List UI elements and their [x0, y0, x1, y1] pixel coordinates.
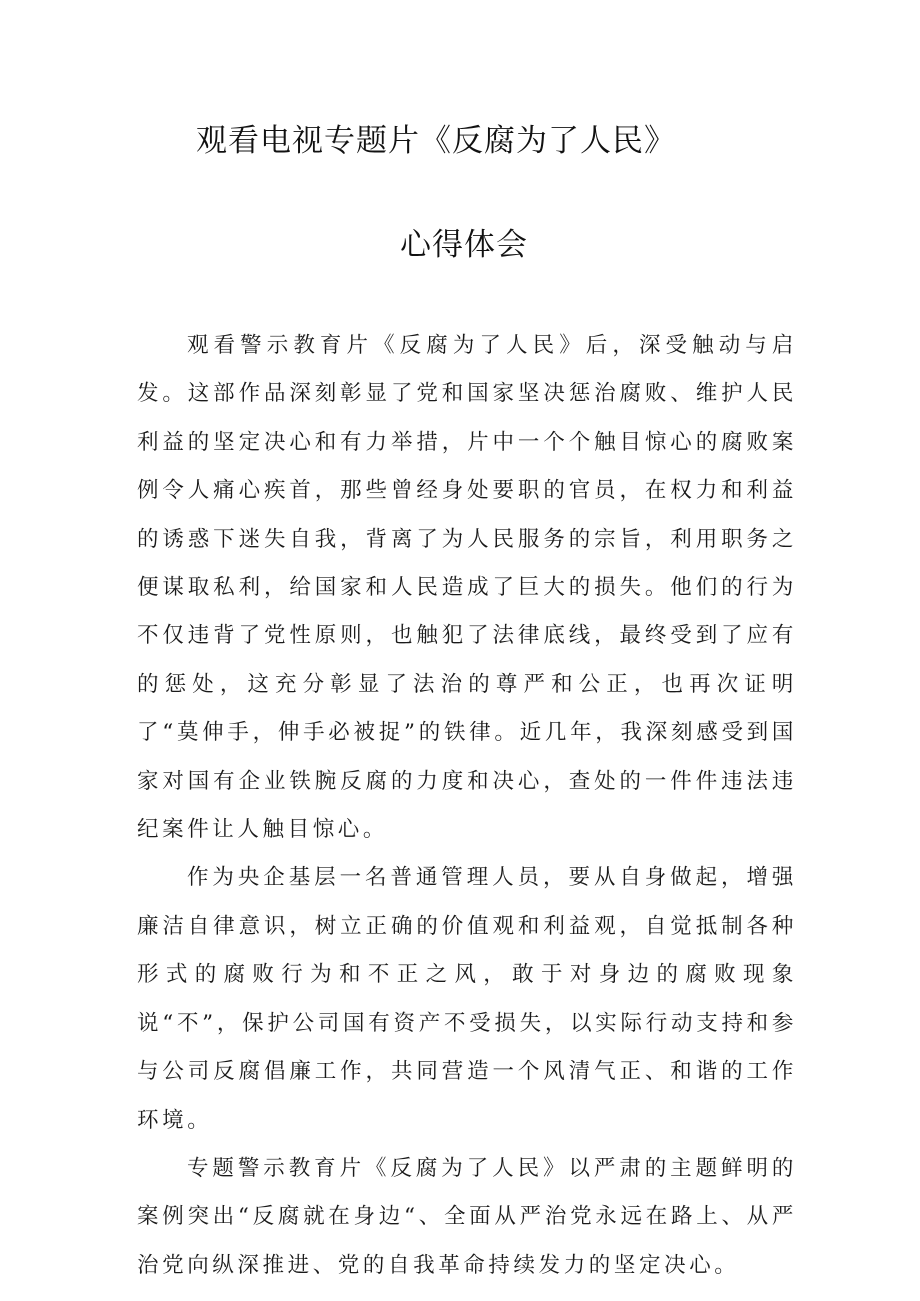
- paragraph-1: 观看警示教育片《反腐为了人民》后，深受触动与启发。这部作品深刻彰显了党和国家坚决惩治腐败、维护人民利益的坚定决心和有力举措，片中一个个触目惊心的腐败案例令人痛心疾首，那些曾经身处要职的官员，在权力和利益的诱惑下迷失自我，背离了为人民服务的宗旨，利用职务之便谋取私利，给国家和人民造成了巨大的损失。他们的行为不仅违背了党性原则，也触犯了法律底线，最终受到了应有的惩处，这充分彰显了法治的尊严和公正，也再次证明了“莫伸手，伸手必被捉”的铁律。近几年，我深刻感受到国家对国有企业铁腕反腐的力度和决心，查处的一件件违法违纪案件让人触目惊心。: [137, 333, 797, 843]
- document-body: [137, 322, 797, 1290]
- paragraph-3: 专题警示教育片《反腐为了人民》以严肃的主题鲜明的案例突出“反腐就在身边“、全面从严治党永远在路上、从严治党向纵深推进、党的自我革命持续发力的坚定决心。: [137, 1155, 797, 1278]
- document-title: 观看电视专题片《反腐为了人民》: [196, 123, 676, 159]
- document-subtitle: 心得体会: [400, 227, 528, 263]
- paragraph-2: 作为央企基层一名普通管理人员，要从自身做起，增强廉洁自律意识，树立正确的价值观和利益观，自觉抵制各种形式的腐败行为和不正之风，敢于对身边的腐败现象说“不”，保护公司国有资产不受损失，以实际行动支持和参与公司反腐倡廉工作，共同营造一个风清气正、和谐的工作环境。: [137, 865, 797, 1133]
